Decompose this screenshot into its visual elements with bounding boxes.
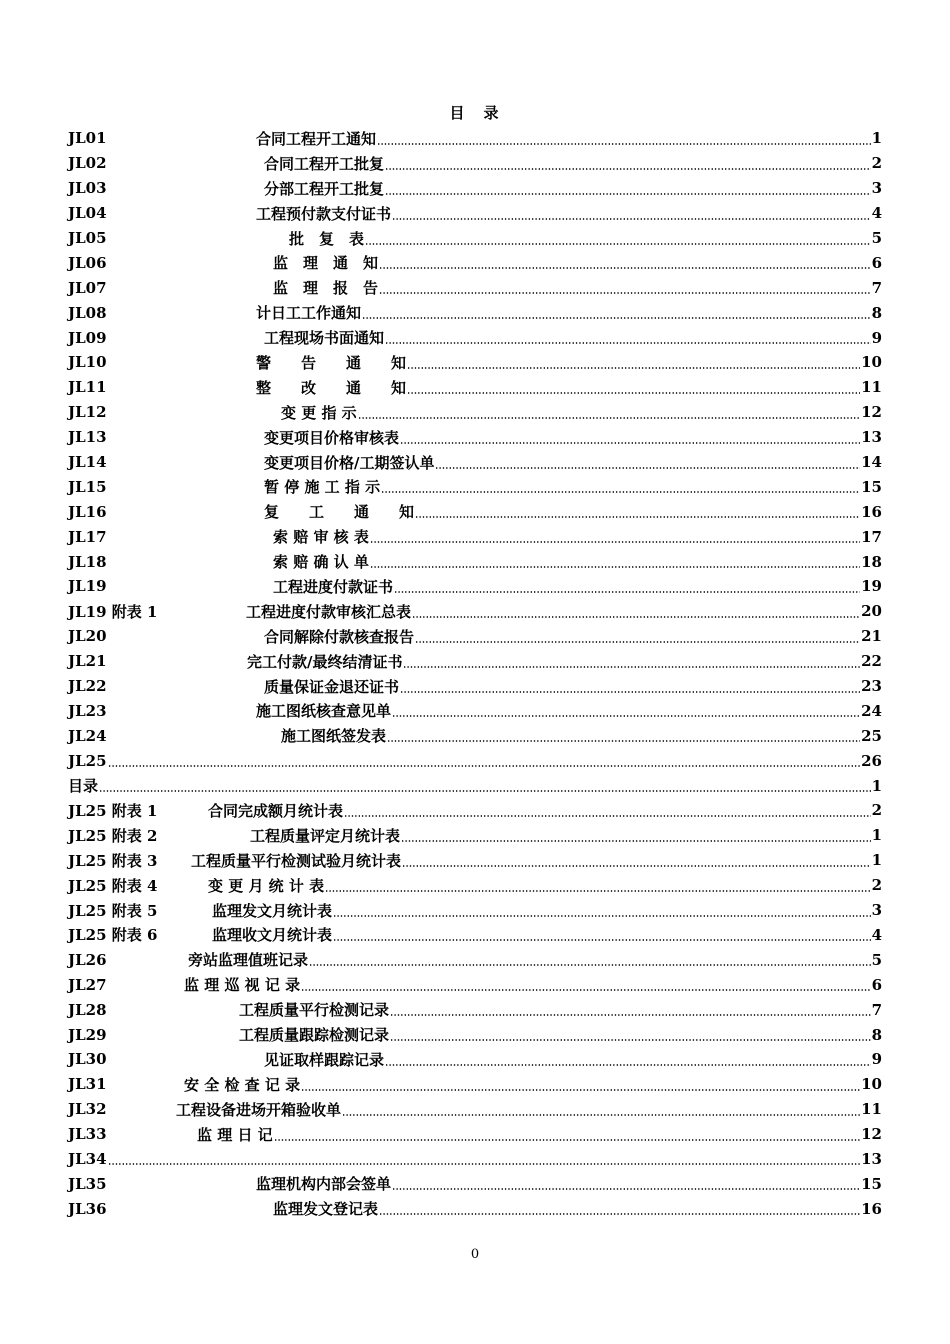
dot-leader	[385, 342, 871, 344]
toc-entry-page: 20	[861, 602, 882, 621]
toc-entry-page: 7	[871, 1000, 882, 1019]
dot-leader	[412, 616, 860, 618]
toc-entry-code: JL31	[68, 1075, 107, 1094]
toc-entry-title: 变 更 指 示	[281, 403, 357, 422]
dot-leader	[301, 1089, 860, 1091]
dot-leader	[99, 790, 871, 792]
dot-leader	[400, 691, 860, 693]
toc-entry-code: JL25 附表 1	[68, 801, 158, 820]
toc-entry[interactable]	[68, 823, 882, 848]
toc-entry-title: 暂 停 施 工 指 示	[264, 478, 381, 497]
page-title: 目 录	[449, 104, 501, 122]
toc-entry-code: JL21	[68, 652, 107, 671]
toc-entry[interactable]	[68, 972, 882, 997]
toc-entry[interactable]	[68, 524, 882, 549]
dot-leader	[333, 915, 871, 917]
toc-entry-title: 复 工 通 知	[264, 503, 415, 522]
toc-entry-code: JL27	[68, 975, 107, 994]
toc-entry-page: 3	[871, 179, 882, 198]
toc-entry-code: JL19 附表 1	[68, 602, 158, 621]
toc-entry-title: 工程设备进场开箱验收单	[176, 1100, 342, 1119]
toc-entry-page: 11	[861, 1100, 882, 1119]
toc-entry-code: JL18	[68, 552, 107, 571]
toc-entry-page: 13	[861, 1149, 882, 1168]
dot-leader	[387, 740, 860, 742]
toc-entry-code: JL25 附表 6	[68, 926, 158, 945]
toc-entry[interactable]	[68, 1196, 882, 1221]
toc-entry-page: 1	[871, 776, 882, 795]
toc-entry-code: JL14	[68, 453, 107, 472]
toc-entry-page: 8	[871, 303, 882, 322]
dot-leader	[402, 865, 871, 867]
toc-entry[interactable]	[68, 275, 882, 300]
toc-entry-title: 工程现场书面通知	[264, 329, 385, 348]
toc-entry-code: JL02	[68, 154, 107, 173]
dot-leader	[379, 267, 871, 269]
toc-entry-title: 警 告 通 知	[256, 353, 407, 372]
dot-leader	[392, 218, 871, 220]
toc-entry[interactable]	[68, 798, 882, 823]
toc-entry-title: 监理发文登记表	[273, 1200, 379, 1219]
toc-entry-code: JL03	[68, 179, 107, 198]
toc-entry-title: 合同完成额月统计表	[208, 801, 344, 820]
toc-entry[interactable]	[68, 176, 882, 201]
dot-leader	[385, 168, 871, 170]
dot-leader	[365, 243, 871, 245]
toc-entry-page: 3	[871, 901, 882, 920]
toc-entry[interactable]	[68, 375, 882, 400]
dot-leader	[400, 442, 860, 444]
toc-entry-page: 16	[861, 502, 882, 521]
dot-leader	[407, 367, 860, 369]
toc-entry-title: 工程质量平行检测试验月统计表	[191, 851, 402, 870]
toc-entry[interactable]	[68, 698, 882, 723]
toc-entry[interactable]	[68, 923, 882, 948]
toc-entry-code: JL10	[68, 353, 107, 372]
toc-entry-code: JL11	[68, 378, 107, 397]
toc-entry-title: 工程进度付款审核汇总表	[246, 602, 412, 621]
toc-entry-page: 11	[861, 378, 882, 397]
toc-entry-page: 5	[871, 229, 882, 247]
toc-entry-code: JL12	[68, 403, 107, 422]
toc-entry-code: JL24	[68, 726, 107, 745]
toc-entry[interactable]	[68, 425, 882, 450]
toc-entry[interactable]	[68, 723, 882, 748]
dot-leader	[309, 964, 871, 966]
dot-leader	[370, 541, 860, 543]
toc-entry[interactable]	[68, 1072, 882, 1097]
dot-leader	[390, 1039, 871, 1041]
toc-entry-page: 6	[871, 975, 882, 994]
toc-entry-page: 21	[861, 627, 882, 646]
toc-entry[interactable]	[68, 873, 882, 898]
toc-entry[interactable]	[68, 748, 882, 773]
toc-entry-page: 10	[861, 1075, 882, 1094]
toc-entry-page: 16	[861, 1199, 882, 1218]
dot-leader	[358, 417, 860, 419]
toc-entry-code: JL06	[68, 253, 107, 272]
dot-leader	[108, 765, 861, 767]
toc-entry-code: JL34	[68, 1149, 107, 1168]
toc-entry-page: 25	[861, 726, 882, 745]
dot-leader	[415, 516, 860, 518]
toc-entry-title: 见证取样跟踪记录	[264, 1050, 385, 1069]
toc-entry-page: 13	[861, 428, 882, 447]
dot-leader	[385, 1064, 871, 1066]
toc-entry-title: 监理机构内部会签单	[256, 1175, 392, 1194]
toc-entry-page: 12	[861, 1125, 882, 1144]
toc-entry-page: 4	[871, 204, 882, 223]
toc-entry[interactable]	[68, 773, 882, 798]
toc-entry-code: JL17	[68, 527, 107, 546]
toc-entry-page: 5	[871, 950, 882, 969]
toc-entry-page: 1	[871, 129, 882, 148]
toc-entry-code: JL22	[68, 677, 107, 696]
toc-entry-title: 监 理 报 告	[273, 279, 379, 298]
toc-entry-page: 10	[861, 353, 882, 372]
toc-entry[interactable]	[68, 549, 882, 574]
toc-entry-title: 计日工工作通知	[256, 304, 362, 323]
dot-leader	[344, 815, 871, 817]
toc-entry-code: JL35	[68, 1174, 107, 1193]
toc-entry-title: 质量保证金退还证书	[264, 677, 400, 696]
dot-leader	[407, 392, 860, 394]
toc-entry-code: JL25	[68, 751, 107, 770]
toc-entry-code: JL08	[68, 303, 107, 322]
toc-entry-title: 合同解除付款核查报告	[264, 627, 415, 646]
toc-entry-code: JL07	[68, 278, 107, 297]
toc-entry[interactable]	[68, 1097, 882, 1122]
dot-leader	[435, 467, 860, 469]
toc-entry-title: 索 赔 审 核 表	[273, 528, 369, 547]
toc-entry-page: 18	[861, 552, 882, 571]
toc-entry-code: JL19	[68, 577, 107, 596]
toc-entry[interactable]	[68, 250, 882, 275]
toc-entry-code: JL01	[68, 129, 107, 148]
toc-entry-title: 安 全 检 查 记 录	[184, 1075, 301, 1094]
toc-entry[interactable]	[68, 450, 882, 475]
toc-entry-title: 监 理 巡 视 记 录	[184, 976, 301, 995]
toc-entry-page: 24	[861, 701, 882, 720]
toc-entry-code: JL29	[68, 1025, 107, 1044]
dot-leader	[385, 193, 871, 195]
toc-entry-title: 工程质量评定月统计表	[250, 826, 401, 845]
toc-entry-page: 19	[861, 577, 882, 596]
toc-entry-title: 工程预付款支付证书	[256, 204, 392, 223]
toc-entry[interactable]	[68, 898, 882, 923]
toc-entry-title: 批 复 表	[289, 229, 365, 248]
toc-entry-title: 施工图纸核查意见单	[256, 702, 392, 721]
dot-leader	[415, 641, 860, 643]
toc-entry-title: 变 更 月 统 计 表	[208, 876, 325, 895]
toc-entry-code: JL25 附表 4	[68, 876, 158, 895]
dot-leader	[379, 1213, 860, 1215]
toc-entry-page: 1	[871, 826, 882, 845]
toc-entry-title: 工程质量平行检测记录	[239, 1001, 390, 1020]
toc-entry[interactable]	[68, 624, 882, 649]
toc-entry[interactable]	[68, 499, 882, 524]
toc-entry-title: 完工付款/最终结清证书	[247, 652, 403, 671]
toc-entry[interactable]	[68, 649, 882, 674]
toc-entry-page: 9	[871, 328, 882, 347]
page-number: 0	[470, 1247, 480, 1262]
dot-leader	[325, 890, 870, 892]
toc-entry[interactable]	[68, 674, 882, 699]
toc-entry-title: 工程质量跟踪检测记录	[239, 1026, 390, 1044]
dot-leader	[377, 143, 871, 145]
toc-entry-page: 8	[871, 1025, 882, 1044]
toc-entry-code: JL32	[68, 1100, 107, 1119]
toc-entry-page: 12	[861, 403, 882, 422]
toc-entry[interactable]	[68, 947, 882, 972]
toc-entry[interactable]	[68, 151, 882, 176]
toc-entry-page: 9	[871, 1050, 882, 1069]
toc-entry[interactable]	[68, 226, 882, 251]
dot-leader	[274, 1139, 860, 1141]
toc-entry-page: 15	[861, 1174, 882, 1193]
toc-entry[interactable]	[68, 1122, 882, 1147]
dot-leader	[379, 292, 871, 294]
dot-leader	[362, 317, 871, 319]
toc-entry[interactable]	[68, 1171, 882, 1196]
toc-entry-code: JL09	[68, 328, 107, 347]
toc-entry-page: 4	[871, 925, 882, 944]
toc-entry-title: 变更项目价格审核表	[264, 428, 400, 447]
toc-entry-code: JL23	[68, 701, 107, 720]
toc-entry[interactable]	[68, 1147, 882, 1172]
dot-leader	[401, 840, 871, 842]
toc-entry[interactable]	[68, 300, 882, 325]
toc-entry-title: 工程进度付款证书	[273, 577, 394, 596]
toc-entry-title: 变更项目价格/工期签认单	[264, 453, 435, 472]
toc-entry-title: 合同工程开工通知	[256, 129, 377, 148]
dot-leader	[381, 491, 860, 493]
toc-entry-title: 旁站监理值班记录	[188, 951, 309, 970]
toc-entry[interactable]	[68, 1022, 882, 1047]
toc-entry-code: JL25 附表 2	[68, 826, 158, 845]
toc-entry-title: 监理收文月统计表	[212, 926, 333, 945]
toc-entry-code: JL15	[68, 477, 107, 496]
toc-entry-title: 合同工程开工批复	[264, 154, 385, 173]
toc-entry-page: 2	[871, 154, 882, 173]
toc-entry[interactable]	[68, 997, 882, 1022]
toc-entry-page: 2	[871, 876, 882, 895]
dot-leader	[108, 1163, 861, 1165]
toc-entry[interactable]	[68, 350, 882, 375]
dot-leader	[370, 566, 860, 568]
toc-entry-title: 监理发文月统计表	[212, 901, 333, 920]
toc-entry-title: 整 改 通 知	[256, 378, 407, 397]
toc-entry-title: 索 赔 确 认 单	[273, 553, 369, 572]
toc-entry-page: 26	[861, 751, 882, 770]
toc-entry-page: 17	[861, 527, 882, 546]
toc-entry-title: 监 理 日 记	[197, 1125, 273, 1144]
table-of-contents	[68, 126, 882, 1221]
dot-leader	[392, 1188, 860, 1190]
dot-leader	[394, 591, 860, 593]
toc-entry-page: 15	[861, 477, 882, 496]
dot-leader	[301, 989, 870, 991]
toc-entry[interactable]	[68, 474, 882, 499]
dot-leader	[390, 1014, 871, 1016]
toc-entry[interactable]	[68, 126, 882, 151]
toc-entry[interactable]	[68, 325, 882, 350]
toc-entry[interactable]	[68, 400, 882, 425]
toc-entry[interactable]	[68, 848, 882, 873]
dot-leader	[342, 1114, 860, 1116]
toc-entry-code: JL30	[68, 1050, 107, 1069]
toc-entry-code: JL25 附表 5	[68, 901, 158, 920]
toc-entry-title: 施工图纸签发表	[281, 727, 387, 746]
toc-entry-title: 分部工程开工批复	[264, 179, 385, 198]
dot-leader	[333, 939, 871, 941]
toc-entry-page: 22	[861, 652, 882, 671]
toc-entry-code: JL13	[68, 428, 107, 447]
toc-entry-page: 6	[871, 253, 882, 272]
dot-leader	[403, 666, 860, 668]
toc-entry-code: JL25 附表 3	[68, 851, 158, 870]
toc-entry-code: 目录	[68, 777, 99, 796]
toc-entry-code: JL26	[68, 950, 107, 969]
toc-entry-page: 23	[861, 677, 882, 696]
toc-entry-code: JL16	[68, 502, 107, 521]
toc-entry[interactable]	[68, 201, 882, 226]
toc-entry-page: 2	[871, 801, 882, 820]
toc-entry-code: JL20	[68, 627, 107, 646]
toc-entry-page: 7	[871, 278, 882, 297]
toc-entry-code: JL36	[68, 1199, 107, 1218]
toc-entry[interactable]	[68, 599, 882, 624]
dot-leader	[392, 715, 860, 717]
toc-entry-page: 14	[861, 453, 882, 472]
toc-entry[interactable]	[68, 574, 882, 599]
toc-entry-title: 监 理 通 知	[273, 254, 379, 273]
toc-entry-code: JL28	[68, 1000, 107, 1019]
toc-entry-page: 1	[871, 851, 882, 870]
toc-entry-code: JL05	[68, 229, 107, 247]
toc-entry-code: JL04	[68, 204, 107, 223]
toc-entry[interactable]	[68, 1047, 882, 1072]
toc-entry-code: JL33	[68, 1125, 107, 1144]
